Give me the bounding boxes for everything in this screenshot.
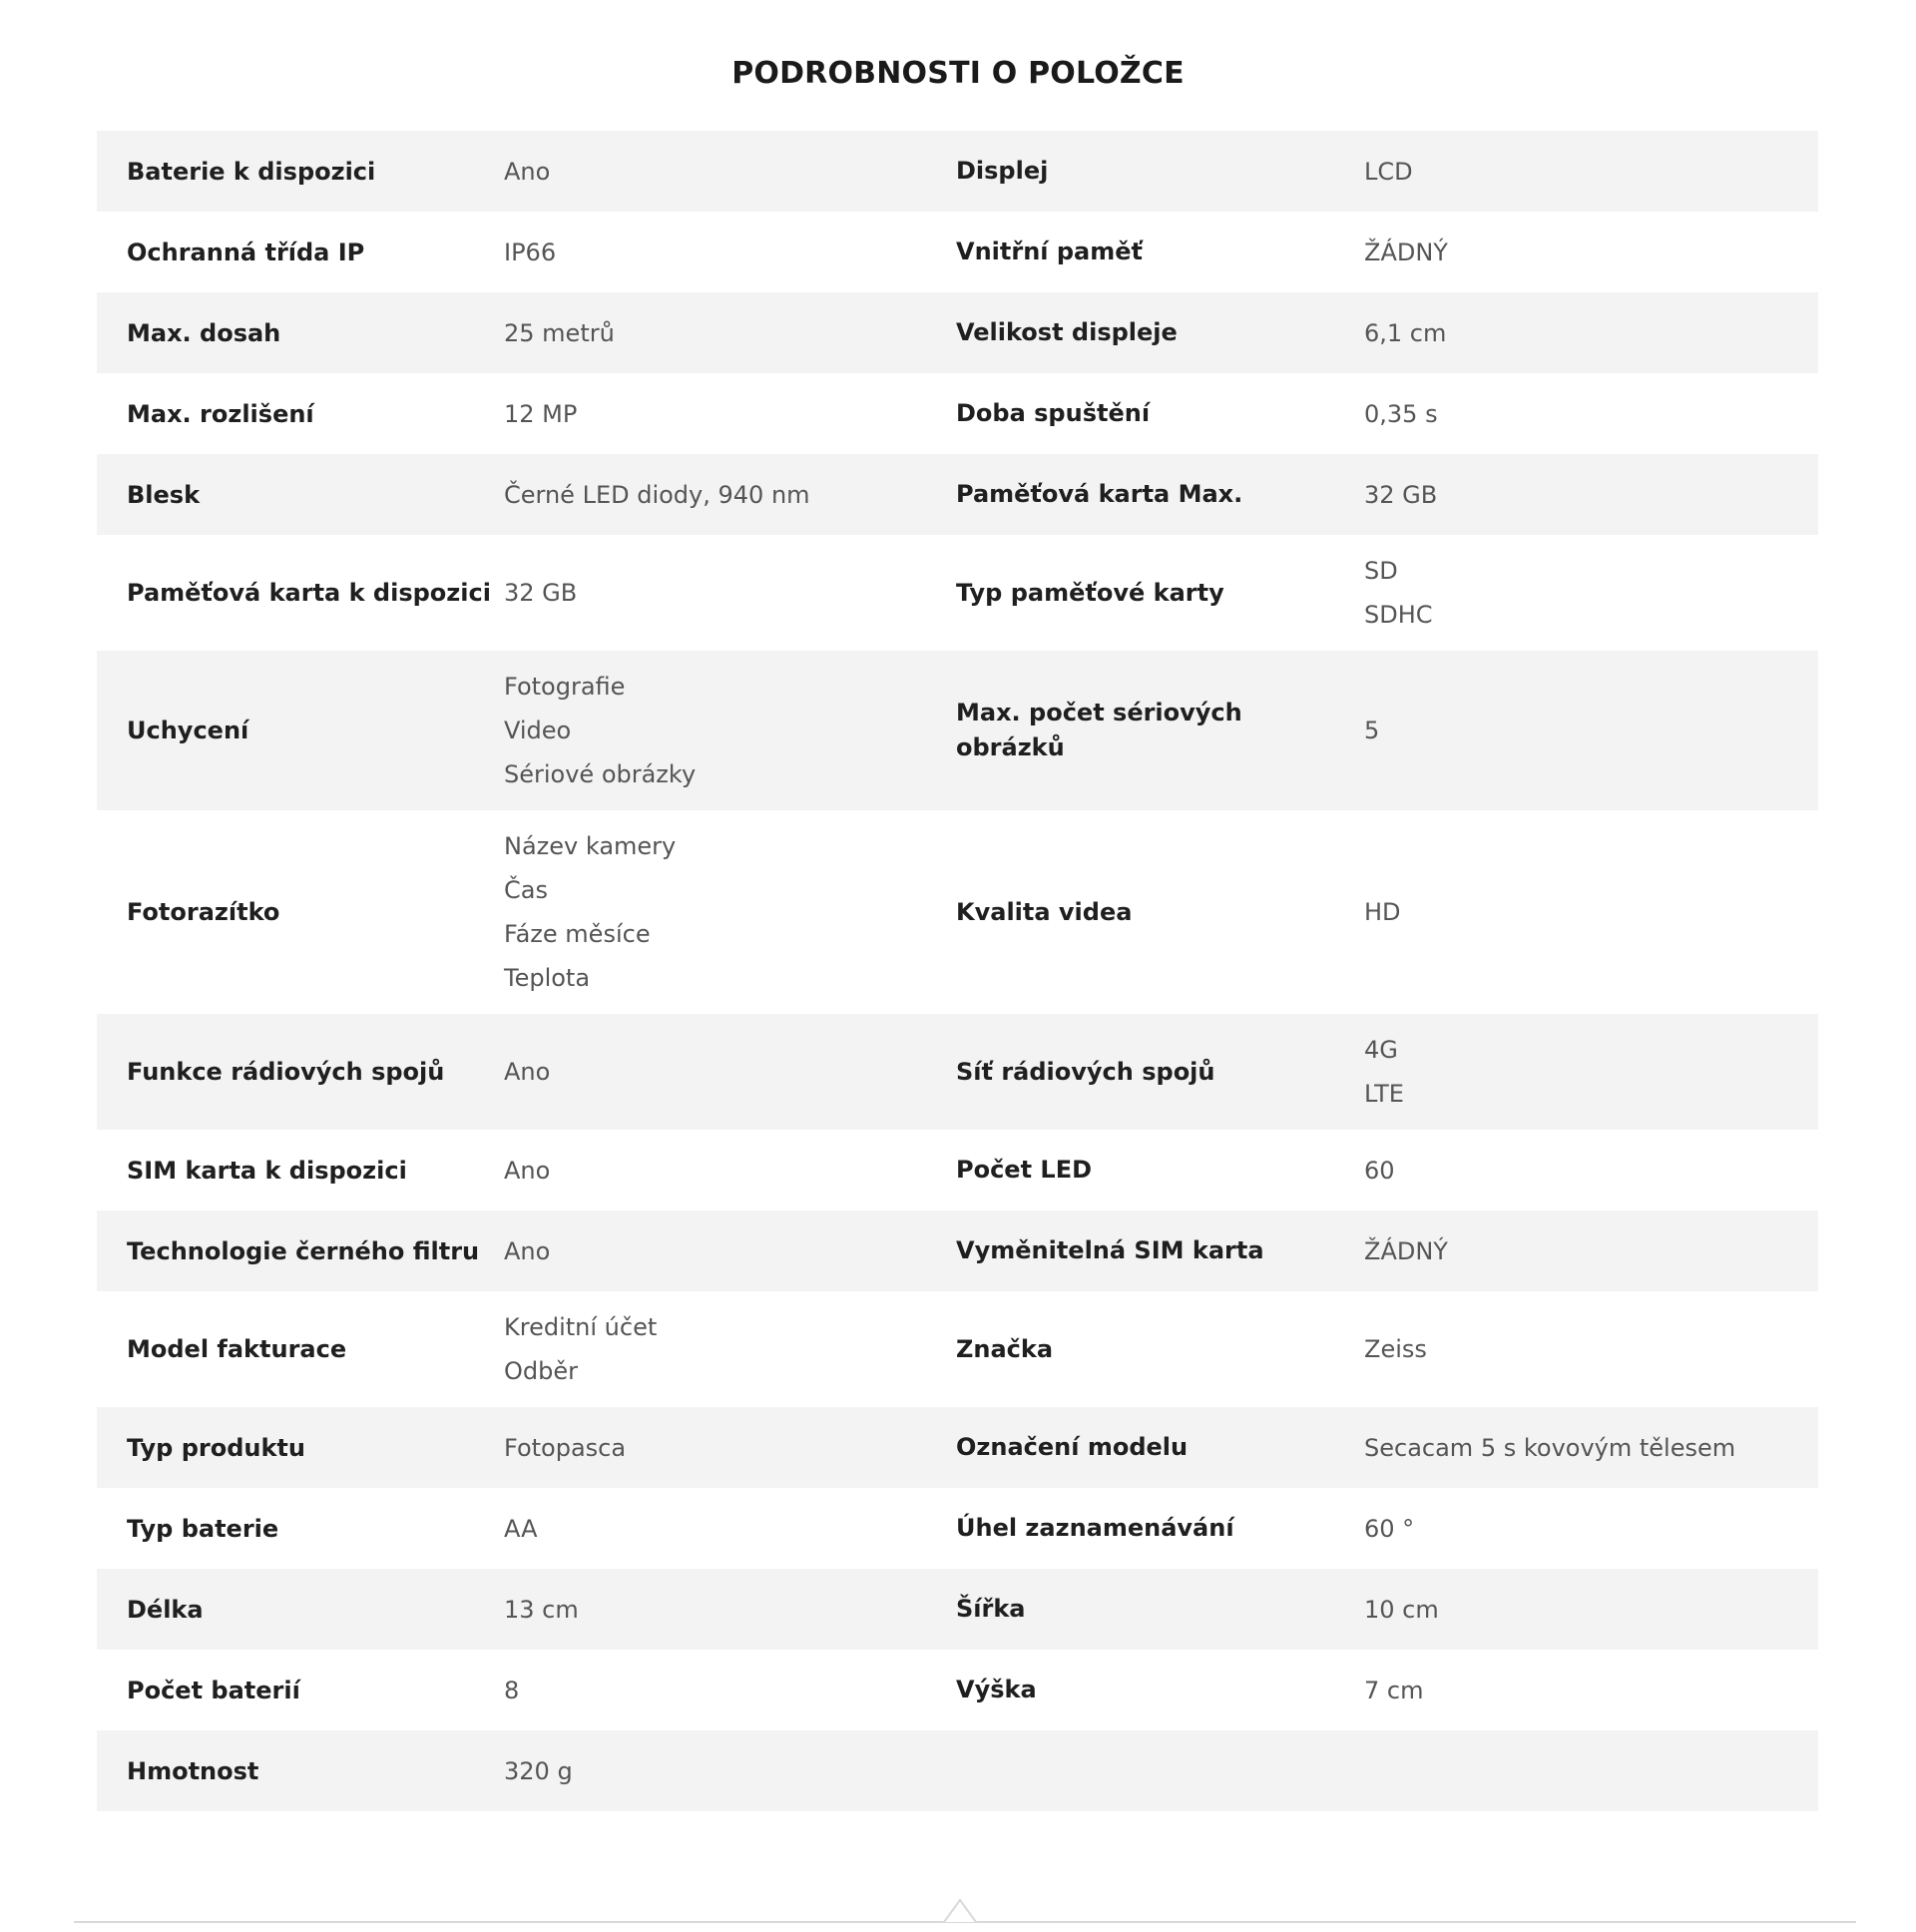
spec-label: Paměťová karta Max. xyxy=(956,480,1243,508)
spec-label: Hmotnost xyxy=(127,1756,259,1785)
spec-value-line: 4G xyxy=(1364,1036,1398,1064)
table-row xyxy=(97,1291,1818,1407)
spec-label: Typ produktu xyxy=(127,1433,305,1462)
spec-label: SIM karta k dispozici xyxy=(127,1156,407,1185)
spec-value-line: 13 cm xyxy=(504,1595,579,1624)
table-row xyxy=(97,454,1818,535)
spec-label: Max. počet sériových obrázků xyxy=(956,699,1242,761)
spec-value xyxy=(504,150,956,194)
spec-value-line: 0,35 s xyxy=(1364,399,1438,428)
table-row xyxy=(97,1730,1818,1811)
spec-label: Síť rádiových spojů xyxy=(956,1057,1215,1086)
spec-value xyxy=(504,231,956,274)
table-row xyxy=(97,1650,1818,1730)
spec-value xyxy=(1364,231,1818,274)
spec-label: Typ baterie xyxy=(127,1514,279,1543)
spec-value-line: Secacam 5 s kovovým tělesem xyxy=(1364,1433,1736,1462)
table-row xyxy=(97,131,1818,212)
spec-label: Úhel zaznamenávání xyxy=(956,1514,1234,1542)
spec-value-line: Teplota xyxy=(504,964,591,992)
spec-value xyxy=(1364,311,1818,355)
spec-label: Vnitřní paměť xyxy=(956,238,1143,265)
spec-value-line: Fotopasca xyxy=(504,1433,627,1462)
spec-value xyxy=(1364,1426,1818,1470)
spec-value xyxy=(504,1149,956,1193)
spec-value xyxy=(504,1229,956,1273)
spec-value xyxy=(1364,150,1818,194)
spec-label: Blesk xyxy=(127,480,201,509)
spec-label: Ochranná třída IP xyxy=(127,238,365,266)
spec-label: Max. dosah xyxy=(127,318,281,347)
spec-value xyxy=(1364,1507,1818,1551)
spec-label: Typ paměťové karty xyxy=(956,578,1224,607)
spec-value-line: HD xyxy=(1364,898,1401,926)
table-row xyxy=(97,810,1818,1014)
table-row xyxy=(97,373,1818,454)
spec-value xyxy=(1364,473,1818,517)
spec-value-line: 6,1 cm xyxy=(1364,318,1447,347)
spec-value-line: SD xyxy=(1364,557,1398,585)
spec-value-line: Čas xyxy=(504,876,548,904)
spec-label: Délka xyxy=(127,1595,204,1624)
spec-label: Uchycení xyxy=(127,717,249,744)
spec-value xyxy=(504,1749,956,1793)
table-row xyxy=(97,1210,1818,1291)
spec-value-line: LCD xyxy=(1364,157,1413,186)
spec-value xyxy=(504,1669,956,1712)
spec-value xyxy=(504,1426,956,1470)
spec-value xyxy=(504,1588,956,1632)
spec-value xyxy=(504,824,956,1000)
spec-value-line: 60 xyxy=(1364,1156,1395,1185)
spec-label: Výška xyxy=(956,1676,1037,1703)
spec-label: Vyměnitelná SIM karta xyxy=(956,1236,1264,1264)
table-row xyxy=(97,292,1818,373)
spec-value-line: ŽÁDNÝ xyxy=(1364,238,1448,266)
spec-value xyxy=(1364,1229,1818,1273)
collapse-toggle-icon[interactable] xyxy=(942,1896,978,1932)
spec-value xyxy=(504,311,956,355)
spec-value-line: Zeiss xyxy=(1364,1335,1427,1363)
spec-value-line: 8 xyxy=(504,1676,520,1704)
spec-label: Značka xyxy=(956,1334,1054,1363)
spec-value-line: Kreditní účet xyxy=(504,1313,658,1341)
spec-value-line: Ano xyxy=(504,157,551,186)
spec-value xyxy=(1364,549,1818,637)
spec-value xyxy=(1364,890,1818,934)
spec-value-line: 32 GB xyxy=(1364,480,1438,509)
spec-label: Funkce rádiových spojů xyxy=(127,1058,445,1086)
table-row xyxy=(97,1488,1818,1569)
spec-value-line: Odběr xyxy=(504,1357,578,1385)
spec-value xyxy=(504,665,956,796)
spec-label: Paměťová karta k dispozici xyxy=(127,579,491,607)
spec-label: Fotorazítko xyxy=(127,898,280,926)
spec-value-line: 12 MP xyxy=(504,399,578,428)
spec-value-line: Video xyxy=(504,717,572,744)
spec-value xyxy=(1364,392,1818,436)
spec-label: Šířka xyxy=(956,1595,1026,1623)
spec-value-line: 32 GB xyxy=(504,579,578,607)
spec-value xyxy=(504,1305,956,1393)
table-row xyxy=(97,651,1818,810)
spec-value-line: 7 cm xyxy=(1364,1676,1424,1704)
spec-value-line: 10 cm xyxy=(1364,1595,1439,1624)
spec-value-line: IP66 xyxy=(504,238,557,266)
spec-value-line: Ano xyxy=(504,1058,551,1086)
spec-value xyxy=(1364,1588,1818,1632)
spec-value xyxy=(1364,1149,1818,1193)
spec-value-line: Fotografie xyxy=(504,673,626,701)
spec-value-line: 5 xyxy=(1364,717,1380,744)
spec-value-line: SDHC xyxy=(1364,601,1433,629)
spec-value-line: Sériové obrázky xyxy=(504,760,697,788)
spec-label: Baterie k dispozici xyxy=(127,157,376,186)
table-row xyxy=(97,1130,1818,1210)
spec-value xyxy=(1364,709,1818,752)
table-row xyxy=(97,1407,1818,1488)
spec-value-line: Název kamery xyxy=(504,832,677,860)
spec-value-line: LTE xyxy=(1364,1080,1404,1108)
spec-value-line: Ano xyxy=(504,1156,551,1185)
spec-value-line: 25 metrů xyxy=(504,318,615,347)
spec-value xyxy=(1364,1669,1818,1712)
spec-value xyxy=(504,392,956,436)
spec-value xyxy=(504,473,956,517)
table-row xyxy=(97,212,1818,292)
page-title: PODROBNOSTI O POLOŽCE xyxy=(731,56,1185,91)
spec-label: Technologie černého filtru xyxy=(127,1236,480,1265)
table-row xyxy=(97,1014,1818,1130)
spec-label: Velikost displeje xyxy=(956,318,1178,346)
table-row xyxy=(97,535,1818,651)
spec-value-line: Černé LED diody, 940 nm xyxy=(504,480,810,509)
spec-value-line: Ano xyxy=(504,1236,551,1265)
spec-value-line: ŽÁDNÝ xyxy=(1364,1236,1448,1265)
spec-value xyxy=(504,1507,956,1551)
spec-label: Model fakturace xyxy=(127,1335,347,1363)
spec-value xyxy=(1364,1327,1818,1371)
spec-value xyxy=(1364,1028,1818,1116)
spec-label: Kvalita videa xyxy=(956,897,1133,926)
spec-label: Počet baterií xyxy=(127,1676,300,1704)
spec-label: Max. rozlišení xyxy=(127,399,314,428)
spec-label: Označení modelu xyxy=(956,1433,1189,1461)
spec-value-line: Fáze měsíce xyxy=(504,920,651,948)
table-row xyxy=(97,1569,1818,1650)
spec-label: Displej xyxy=(956,157,1049,185)
spec-value xyxy=(504,571,956,615)
spec-label: Počet LED xyxy=(956,1156,1093,1184)
spec-label: Doba spuštění xyxy=(956,399,1151,427)
spec-value-line: 60 ° xyxy=(1364,1514,1415,1543)
spec-value-line: 320 g xyxy=(504,1756,573,1785)
spec-value xyxy=(504,1050,956,1094)
spec-value-line: AA xyxy=(504,1514,538,1543)
spec-table xyxy=(97,131,1818,1811)
